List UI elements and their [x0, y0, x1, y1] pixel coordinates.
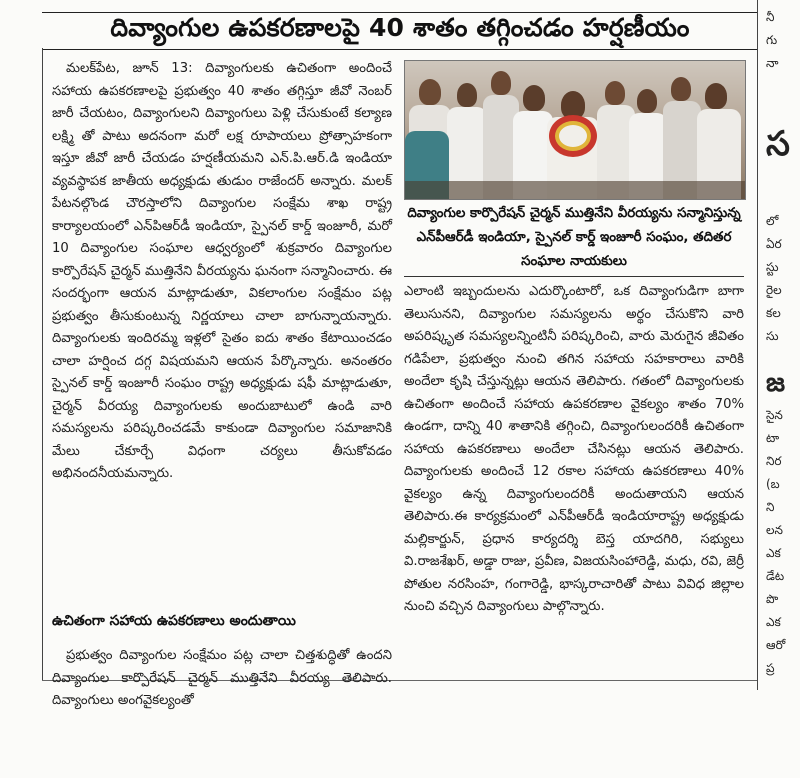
edge-line: రైల: [766, 283, 782, 297]
edge-line: సు: [766, 329, 779, 343]
edge-line: ఎక: [766, 615, 781, 629]
edge-line: ప్ర: [766, 661, 775, 675]
edge-line: ని: [766, 500, 775, 514]
article-column-2: [404, 281, 744, 619]
edge-line: ఆరో: [766, 638, 786, 652]
edge-line: నిర: [766, 454, 782, 468]
article-column-1-continued: [52, 645, 392, 713]
photo-caption: దివ్యాంగుల కార్పొరేషన్ చైర్మన్ ముత్తినేని వీరయ్యను సన్మానిస్తున్న ఎన్‌పీఆర్‌డీ ఇండియా, స్పైనల్ కార్డ్ ఇంజూరీ సంఘం, తదితర సంఘాల నాయకులు: [407, 206, 741, 269]
column-rule-right: [757, 0, 758, 690]
edge-line: నీ: [766, 10, 775, 24]
article-paragraph-3: ఎలాంటి ఇబ్బందులను ఎదుర్కొంటారో, ఒక దివ్యాంగుడిగా బాగా తెలుసునని, దివ్యాంగుల సమస్యలను అర్థం చేసుకొని వారి అపరిష్కృత సమస్యలన్నింటినీ పరిష్కరించి, వారు మెరుగైన జీవితం గడిపేలా, ప్రభుత్వం నుంచి తగిన సహాయ సహకారాలు వారికి అందేలా కృషి చేస్తున్నట్లు ఆయన తెలిపారు. గతంలో దివ్యాంగులకు ఉచితంగా అందించే సహాయ ఉపకరణాల వైకల్యం శాతం 70% ఉండగా, దాన్ని 40 శాతానికి తగ్గించి, దివ్యాంగులందరికీ ఉచితంగా సహాయ ఉపకరణాలు అందేలా చేసినట్లు ఆయన తెలిపారు. దివ్యాంగులకు అందించే 12 రకాల సహాయ ఉపకరణాలు 40% వైకల్యం ఉన్న దివ్యాంగులందరికీ అందుతాయని ఆయన తెలిపారు.ఈ కార్యక్రమంలో ఎన్‌పీఆర్‌డీ ఇండియారాష్ట్ర అధ్యక్షుడు మల్లికార్జున్, ప్రధాన కార్యదర్శి బెస్త యాదగిరి, సభ్యులు వి.రాజశేఖర్, అడ్డా రాజు, ప్రవీణ, విజయసింహారెడ్డి, మధు, రవి, జెర్రీ పోతుల నరసింహ, గంగారెడ్డి, భాస్కరాచారితో పాటు వివిధ జిల్లాల నుంచి వచ్చిన దివ్యాంగులు పాల్గొన్నారు.: [404, 284, 744, 614]
edge-article-mid: [766, 210, 800, 348]
edge-line: స్టు: [766, 260, 779, 274]
article-paragraph: మలక్‌పేట, జూన్ 13: దివ్యాంగులకు ఉచితంగా అందించే సహాయ ఉపకరణాలపై ప్రభుత్వం 40 శాతం తగ్గిస్తూ జీవో నెంబర్ జారీ చేయటం, దివ్యాంగులని దివ్యాంగులు పెళ్లి చేసుకుంటే కల్యాణ లక్ష్మి తో పాటు అదనంగా మరో లక్ష రూపాయలు ప్రోత్సాహకంగా ఇస్తూ జీవో జారీ చేయడం హర్షణీయమని ఎన్.పి.ఆర్.డి ఇండియా వ్యవస్థాపక జాతీయ అధ్యక్షుడు తుడుం రాజేందర్ అన్నారు. మలక్ పేటనల్గొండ చౌరస్తాలోని దివ్యాంగుల సంక్షేమ శాఖ రాష్ట్ర కార్యాలయంలో ఎన్‌పిఆర్‌డీ ఇండియా, స్పైనల్ కార్డ్ ఇంజూరీ, మరో 10 దివ్యాంగుల సంఘాల ఆధ్వర్యంలో శుక్రవారం దివ్యాంగుల కార్పొరేషన్ చైర్మన్ ముత్తినేని వీరయ్యను ఘనంగా సన్మానించారు. ఈ సందర్భంగా ఆయన మాట్లాడుతూ, వికలాంగుల సంక్షేమం పట్ల ప్రభుత్వం తీసుకుంటున్న నిర్ణయాలు చాలా బాగున్నాయన్నారు. దివ్యాంగులకు ఇందిరమ్మ ఇళ్లలో సైతం ఐదు శాతం కేటాయించడం చాలా హర్షించ దగ్గ విషయమని ఆయన పేర్కొన్నారు. అనంతరం స్పైనల్ కార్డ్ ఇంజూరీ సంఘం రాష్ట్ర అధ్యక్షుడు షఫీ మాట్లాడుతూ, చైర్మన్ వీరయ్య దివ్యాంగులకు అందుబాటులో ఉండి వారి సమస్యలను పరిష్కరించడమే కాకుండా దివ్యాంగుల సమాజానికి మేలు చేకూర్చే విధంగా చర్యలు తీసుకోవడం అభినందనీయమన్నారు.: [52, 61, 392, 481]
edge-line: నా: [766, 56, 779, 70]
edge-article-low: [766, 404, 800, 680]
headline-box: [42, 12, 758, 50]
edge-line: ఎక: [766, 546, 781, 560]
edge-line: సైన: [766, 408, 783, 422]
edge-line: లన: [766, 523, 783, 537]
edge-line: డేట: [766, 569, 785, 583]
article-paragraph-2: ప్రభుత్వం దివ్యాంగుల సంక్షేమం పట్ల చాలా చిత్తశుద్ధితో ఉందని దివ్యాంగుల కార్పొరేషన్ చైర్మన్ ముత్తినేని వీరయ్య తెలిపారు. దివ్యాంగులు అంగవైకల్యంతో: [52, 648, 392, 708]
news-photo: [404, 60, 746, 200]
edge-line: లో: [766, 214, 779, 228]
edge-line: పొ: [766, 592, 779, 606]
edge-article-headline: స: [766, 124, 790, 164]
edge-line: గు: [766, 33, 778, 47]
article-column-1: [52, 58, 392, 486]
article-headline: దివ్యాంగుల ఉపకరణాలపై 40 శాతం తగ్గించడం హర్షణీయం: [110, 13, 690, 42]
article-subheading: ఉచితంగా సహాయ ఉపకరణాలు అందుతాయి: [52, 613, 296, 629]
edge-line: టా: [766, 431, 780, 445]
edge-article-top: [766, 6, 800, 75]
edge-line: (బ: [766, 477, 780, 491]
edge-line: కల: [766, 306, 781, 320]
column-rule-left: [42, 48, 43, 680]
edge-article-subheadline: జ: [766, 368, 786, 398]
caption-rule: [404, 276, 744, 277]
edge-line: ఏర: [766, 237, 782, 251]
